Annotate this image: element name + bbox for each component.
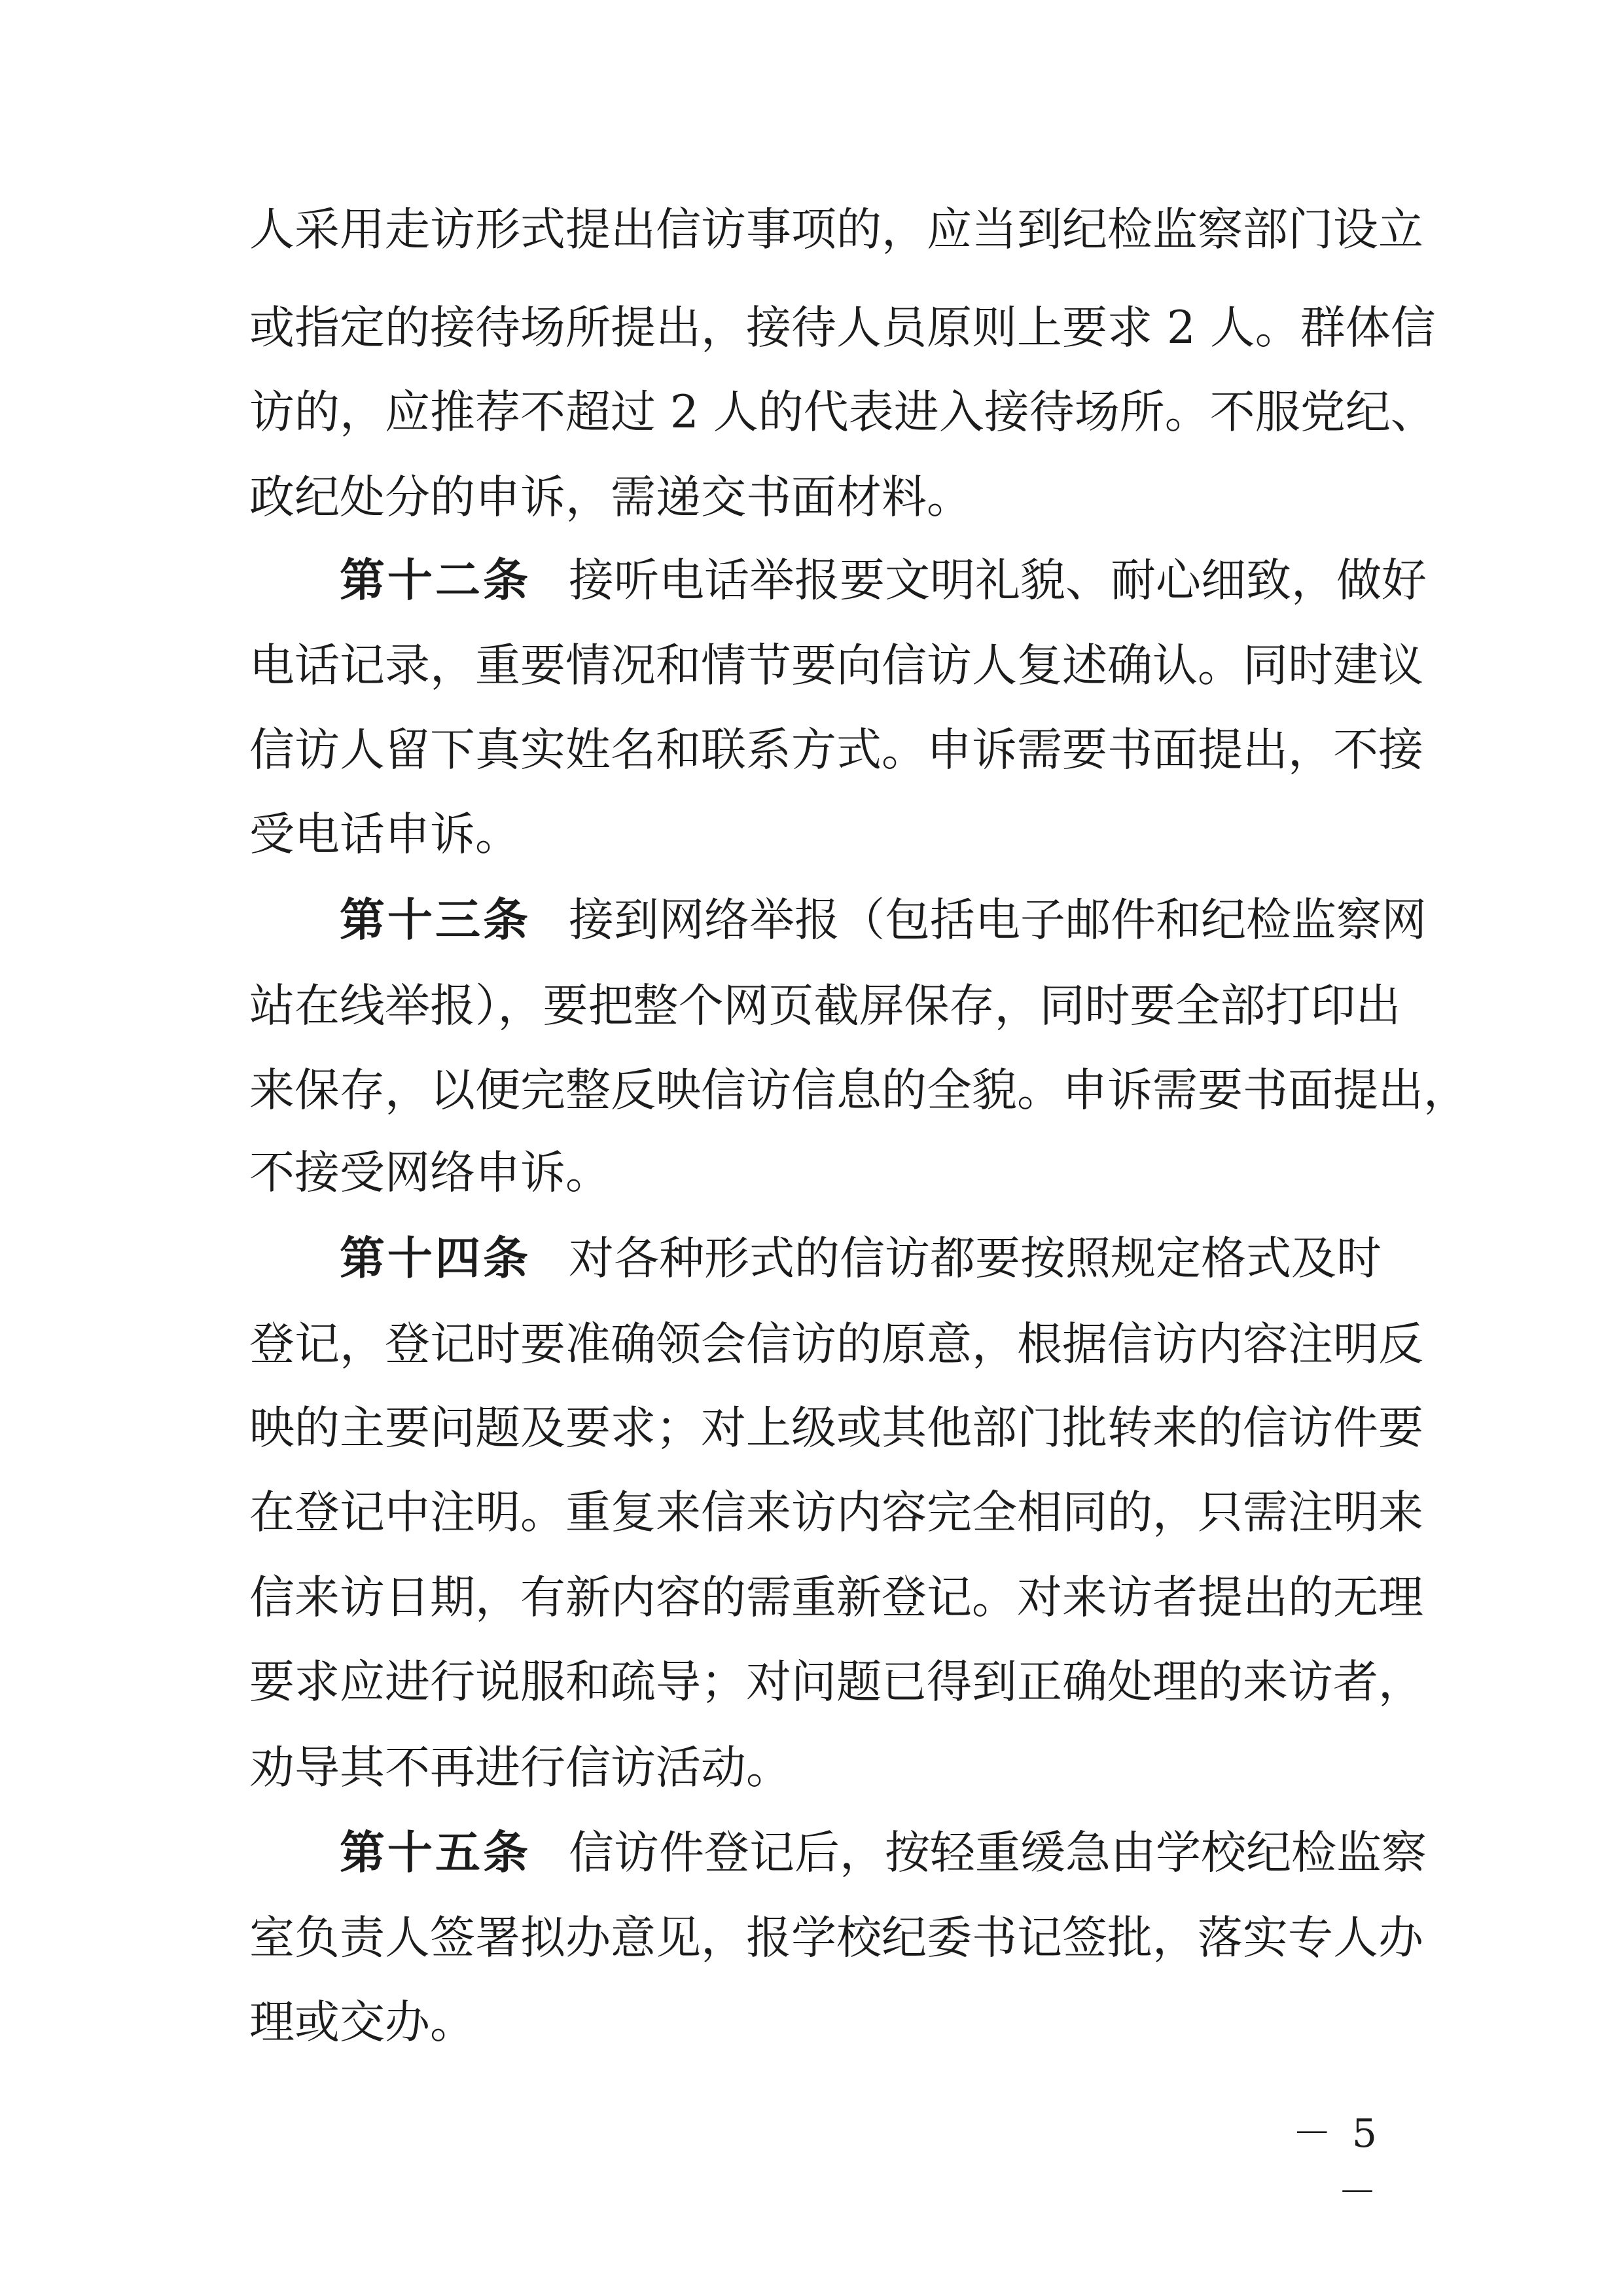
text-line: 站在线举报），要把整个网页截屏保存，同时要全部打印出 [249,980,1401,1032]
text-line: 理或交办。 [249,1996,475,2049]
article-heading: 第十四条 [340,1232,531,1285]
text-line: 不接受网络申诉。 [249,1147,611,1199]
article-heading: 第十二条 [340,554,531,607]
text-line: 映的主要问题及要求；对上级或其他部门批转来的信访件要 [249,1402,1423,1454]
text-line: 室负责人签署拟办意见，报学校纪委书记签批，落实专人办 [249,1912,1423,1964]
text-line: 人采用走访形式提出信访事项的，应当到纪检监察部门设立 [249,204,1423,256]
article-14-first-line [340,1216,1382,1301]
article-12-first-line [340,538,1427,623]
article-text: 接听电话举报要文明礼貌、耐心细致，做好 [569,554,1427,607]
text-line: 劝导其不再进行信访活动。 [249,1742,791,1794]
page-number: － 5 － [1292,2111,1381,2215]
text-line: 政纪处分的申诉，需递交书面材料。 [249,471,972,524]
article-13-first-line [340,878,1427,963]
article-heading: 第十五条 [340,1827,531,1879]
text-line: 电话记录，重要情况和情节要向信访人复述确认。同时建议 [249,639,1423,692]
article-text: 对各种形式的信访都要按照规定格式及时 [569,1232,1382,1285]
text-line: 来保存，以便完整反映信访信息的全貌。申诉需要书面提出， [249,1064,1469,1117]
text-line: 信来访日期，有新内容的需重新登记。对来访者提出的无理 [249,1571,1423,1624]
text-line: 在登记中注明。重复来信来访内容完全相同的，只需注明来 [249,1486,1423,1539]
text-line: 登记，登记时要准确领会信访的原意，根据信访内容注明反 [249,1318,1423,1371]
text-line: 或指定的接待场所提出，接待人员原则上要求 2 人。群体信 [249,302,1436,354]
text-line: 要求应进行说服和疏导；对问题已得到正确处理的来访者， [249,1656,1423,1708]
article-heading: 第十三条 [340,894,531,946]
article-15-first-line [340,1810,1427,1895]
text-line: 受电话申诉。 [249,808,520,861]
text-line: 信访人留下真实姓名和联系方式。申诉需要书面提出，不接 [249,724,1423,776]
article-text: 接到网络举报（包括电子邮件和纪检监察网 [569,894,1427,946]
article-text: 信访件登记后，按轻重缓急由学校纪检监察 [569,1827,1427,1879]
text-line: 访的，应推荐不超过 2 人的代表进入接待场所。不服党纪、 [249,386,1436,439]
